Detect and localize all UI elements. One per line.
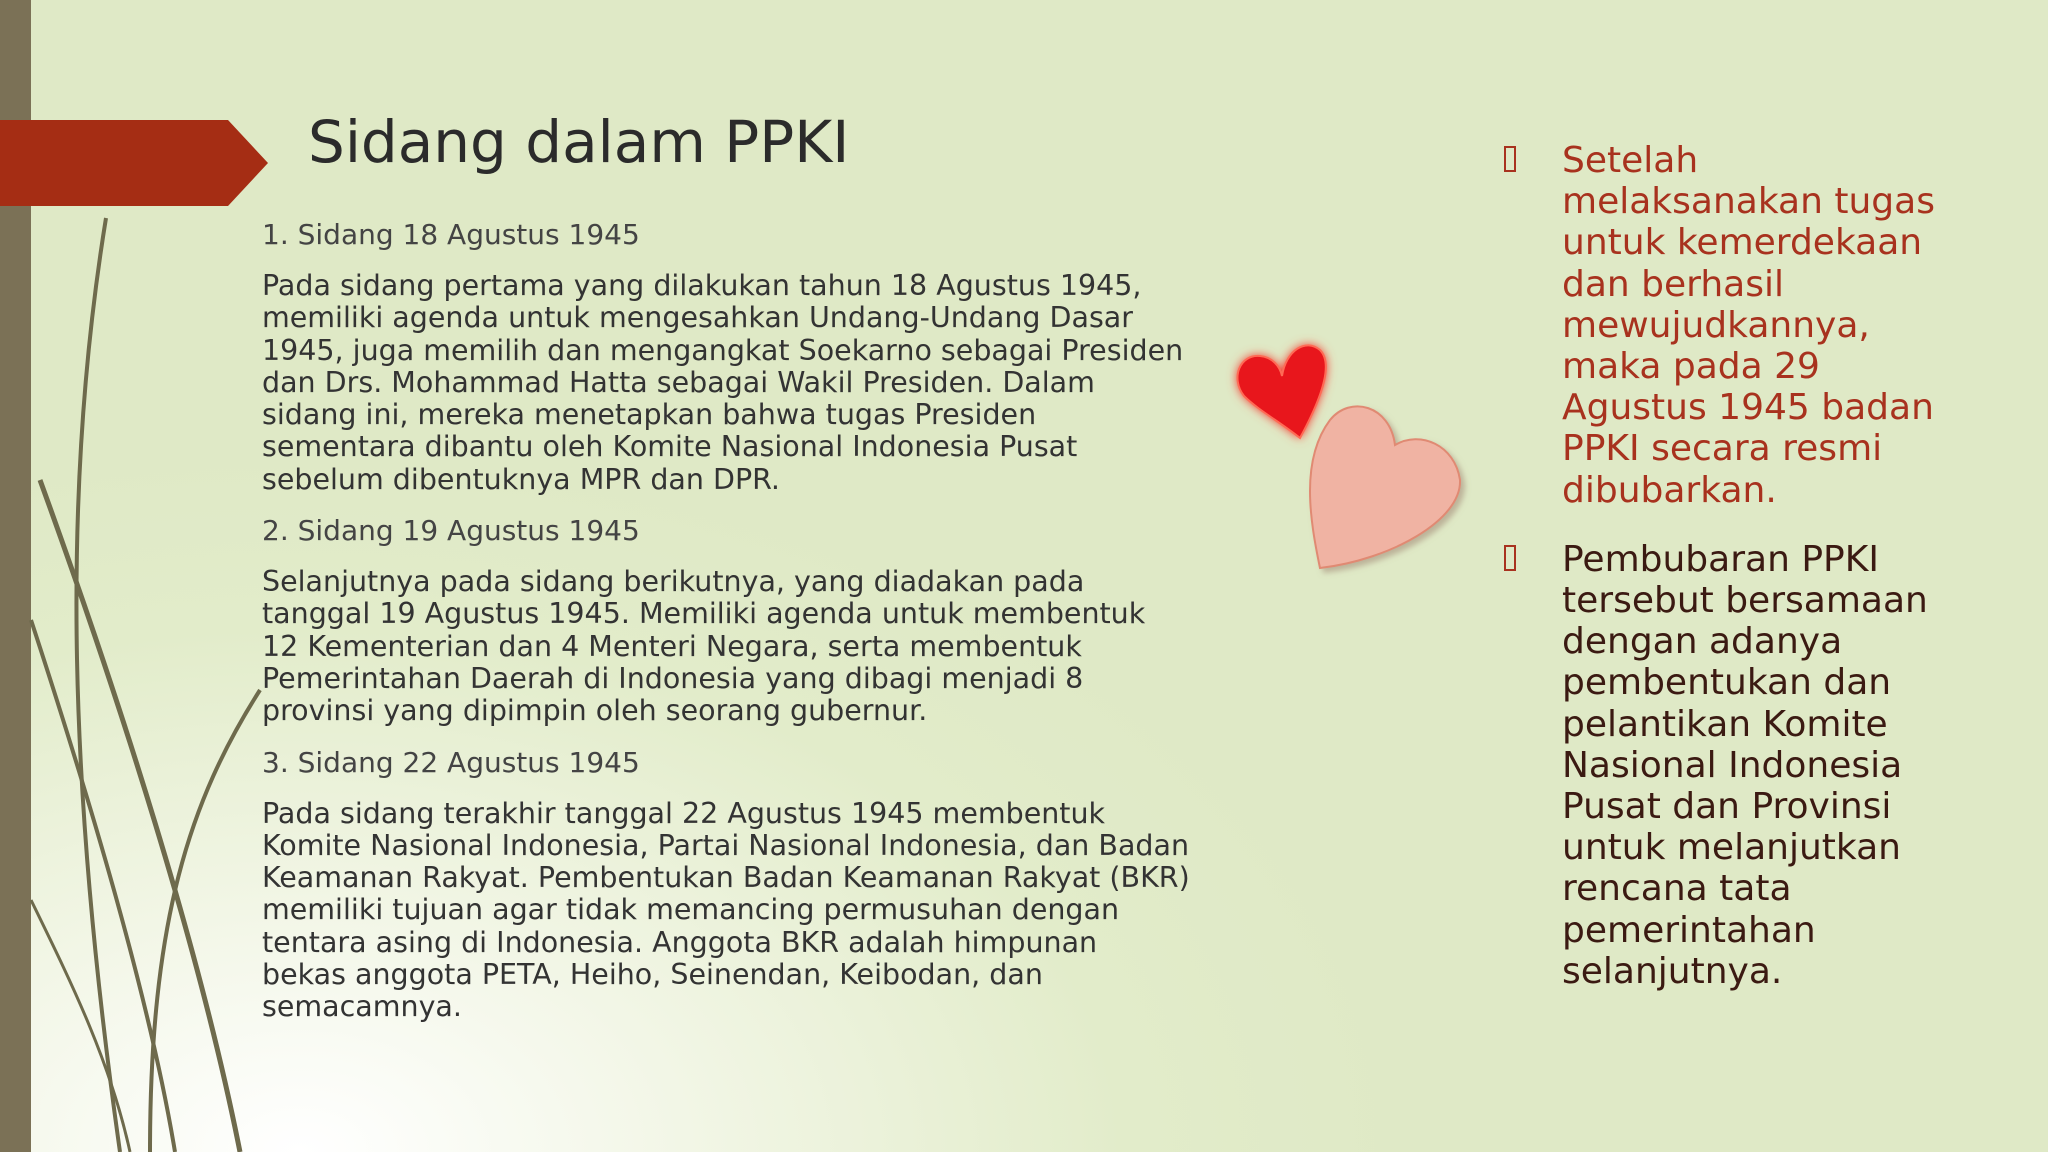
summary-bullet-list [1500,140,1940,1020]
content-body [262,218,1190,1042]
bullet-square-icon [1504,146,1516,172]
section-heading: 2. Sidang 19 Agustus 1945 [262,514,640,548]
section-body: Pada sidang pertama yang dilakukan tahun 18 Agustus 1945, memiliki agenda untuk mengesahkan Undang-Undang Dasar 1945, juga memilih dan mengangkat Soekarno sebagai Presiden dan Drs. Mohammad Hatta sebagai Wakil Presiden. Dalam sidang ini, mereka menetapkan bahwa tugas Presiden sementara dibantu oleh Komite Nasional Indonesia Pusat sebelum dibentuknya MPR dan DPR. [262,269,1184,496]
slide-title: Sidang dalam PPKI [308,108,850,176]
section-heading: 1. Sidang 18 Agustus 1945 [262,218,640,251]
bullet-text: Pembubaran PPKI tersebut bersamaan dengan adanya pembentukan dan pelantikan Komite Nasional Indonesia Pusat dan Provinsi untuk melanjutkan rencana tata pemerintahan selanjutnya. [1562,538,1928,992]
section-heading: 3. Sidang 22 Agustus 1945 [262,745,640,779]
pink-heart-icon [1310,406,1460,568]
bullet-square-icon [1504,545,1516,571]
bullet-item [1500,539,1940,992]
bullet-item [1500,140,1940,511]
section-body: Pada sidang terakhir tanggal 22 Agustus 1945 membentuk Komite Nasional Indonesia, Partai Nasional Indonesia, dan Badan Keamanan Rakyat. Pembentukan Badan Keamanan Rakyat (BKR) memiliki tujuan agar tidak memancing permusuhan dengan tentara asing di Indonesia. Anggota BKR adalah himpunan bekas anggota PETA, Heiho, Seinendan, Keibodan, dan semacamnya. [262,796,1190,1024]
title-arrow-shape [0,120,270,206]
hearts-illustration [1190,320,1490,580]
red-heart-icon [1237,345,1325,438]
bullet-text: Setelah melaksanakan tugas untuk kemerdekaan dan berhasil mewujudkannya, maka pada 29 Agustus 1945 badan PPKI secara resmi dibubarkan. [1562,140,1935,511]
section-body: Selanjutnya pada sidang berikutnya, yang diadakan pada tanggal 19 Agustus 1945. Memiliki agenda untuk membentuk 12 Kementerian dan 4 Menteri Negara, serta membentuk Pemerintahan Daerah di Indonesia yang dibagi menjadi 8 provinsi yang dipimpin oleh seorang gubernur. [262,565,1146,728]
